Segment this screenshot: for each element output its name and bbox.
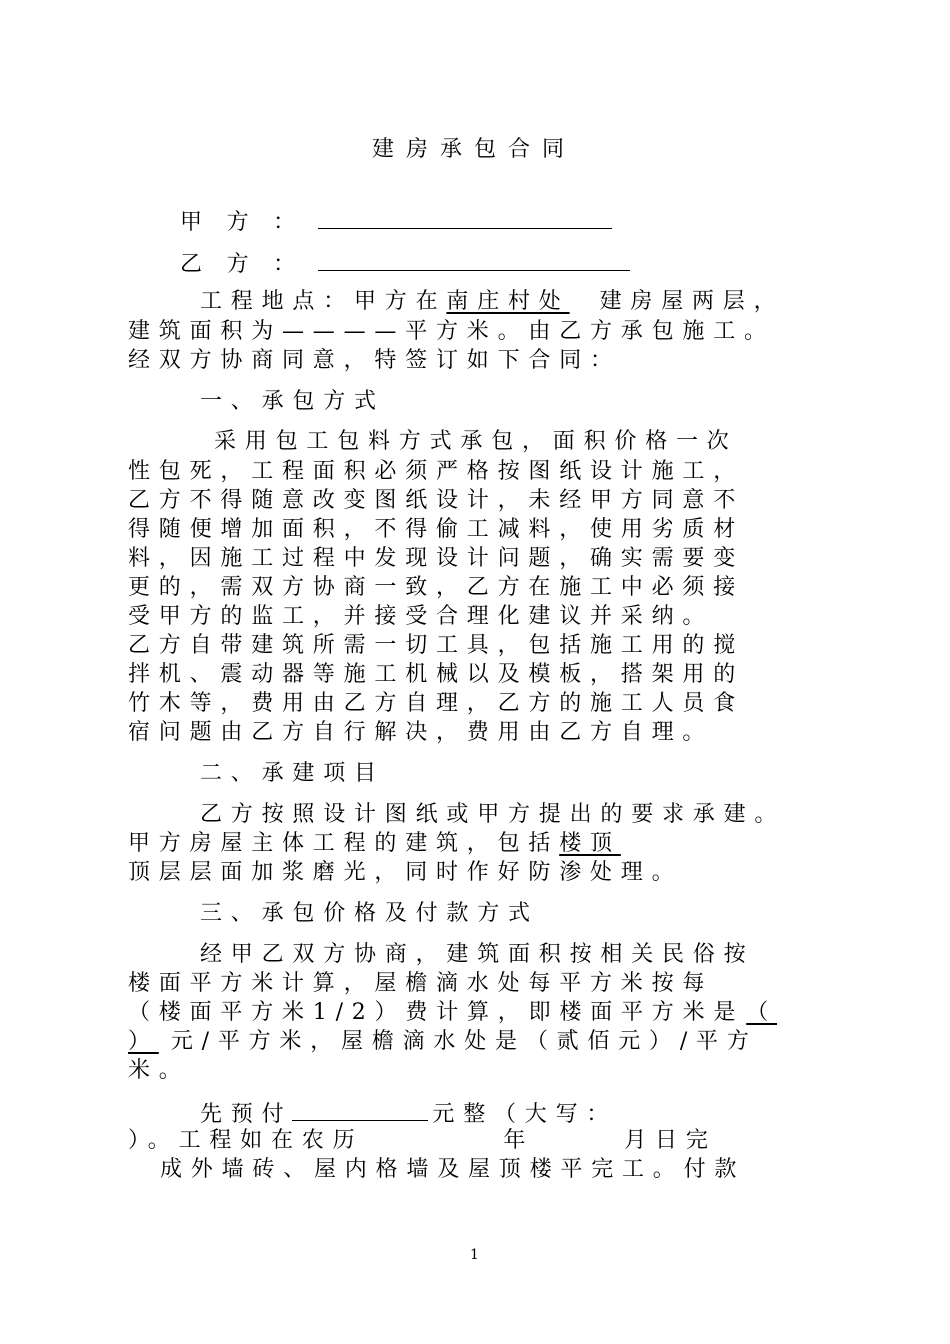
- intro-line-1: [200, 288, 784, 316]
- section-3-heading: 三、承包价格及付款方式: [200, 901, 539, 926]
- section-1-line: 性包死，工程面积必须严格按图纸设计施工，: [128, 459, 745, 484]
- prepay-line: [200, 1098, 617, 1129]
- section-3-line: [128, 1127, 717, 1155]
- prepay-amount-blank: [292, 1098, 428, 1121]
- section-1-heading: 一、承包方式: [200, 389, 385, 414]
- section-3-text: 月日完: [624, 1128, 717, 1153]
- section-1-line: 采用包工包料方式承包，面积价格一次: [214, 429, 738, 454]
- section-3-text: ）。工程如在农历: [128, 1128, 364, 1153]
- intro-line-2: 建筑面积为————平方米。由乙方承包施工。: [128, 319, 775, 344]
- section-1-line: 得随便增加面积，不得偷工减料，使用劣质材: [128, 517, 745, 542]
- section-3-text: （楼面平方米1/2）费计算，即楼面平方米是: [128, 1000, 745, 1025]
- section-2-line: 乙方按照设计图纸或甲方提出的要求承建。: [200, 802, 786, 827]
- section-1-line: 拌机、震动器等施工机械以及模板，搭架用的: [128, 662, 745, 687]
- section-3-line: 经甲乙双方协商，建筑面积按相关民俗按: [200, 942, 755, 967]
- party-b-blank: [318, 248, 630, 271]
- prepay-text: 先预付: [200, 1102, 293, 1127]
- party-b-label: 乙 方 ：: [180, 252, 304, 277]
- prepay-text: 元整（大写：: [432, 1102, 618, 1127]
- section-1-line: 乙方自带建筑所需一切工具，包括施工用的搅: [128, 633, 745, 658]
- intro-text: 建房屋两层，: [599, 289, 785, 314]
- section-3-line: 楼面平方米计算，屋檐滴水处每平方米按每: [128, 971, 714, 996]
- section-2-line: [128, 830, 767, 858]
- document-title: 建房承包合同: [372, 137, 577, 162]
- section-1-line: 竹木等，费用由乙方自理，乙方的施工人员食: [128, 691, 745, 716]
- section-1-line: 宿问题由乙方自行解决，费用由乙方自理。: [128, 720, 714, 745]
- section-3-line: [128, 999, 791, 1027]
- party-a-blank: [318, 206, 612, 229]
- section-2-text: 甲方房屋主体工程的建筑，包括: [128, 831, 560, 856]
- section-3-line: 米。: [128, 1058, 190, 1083]
- page-number: 1: [470, 1247, 479, 1263]
- section-1-line: 受甲方的监工，并接受合理化建议并采纳。: [128, 604, 714, 629]
- section-1-line: 乙方不得随意改变图纸设计，未经甲方同意不: [128, 488, 745, 513]
- price-field-open: （: [746, 1000, 778, 1025]
- section-2-line: 顶层层面加浆磨光，同时作好防渗处理。: [128, 860, 683, 885]
- section-1-line: 料，因施工过程中发现设计问题，确实需要变: [128, 546, 745, 571]
- party-a-label: 甲 方 ：: [180, 210, 304, 235]
- intro-line-3: 经双方协商同意，特签订如下合同：: [128, 348, 621, 373]
- party-b-line: [180, 248, 630, 279]
- section-3-text: 年: [503, 1128, 535, 1153]
- project-location: 南庄村处: [446, 289, 570, 314]
- party-a-line: [180, 206, 612, 237]
- price-field-close: ）: [128, 1029, 159, 1054]
- section-3-text: 元/平方米，屋檐滴水处是（贰佰元）/平方: [170, 1029, 758, 1054]
- scope-field: 楼顶: [559, 831, 621, 856]
- intro-text: 工程地点：甲方在: [200, 289, 447, 314]
- section-3-line: [128, 1028, 758, 1056]
- section-1-line: 更的，需双方协商一致，乙方在施工中必须接: [128, 575, 745, 600]
- section-3-line: 成外墙砖、屋内格墙及屋顶楼平完工。付款: [160, 1157, 746, 1182]
- section-2-heading: 二、承建项目: [200, 761, 385, 786]
